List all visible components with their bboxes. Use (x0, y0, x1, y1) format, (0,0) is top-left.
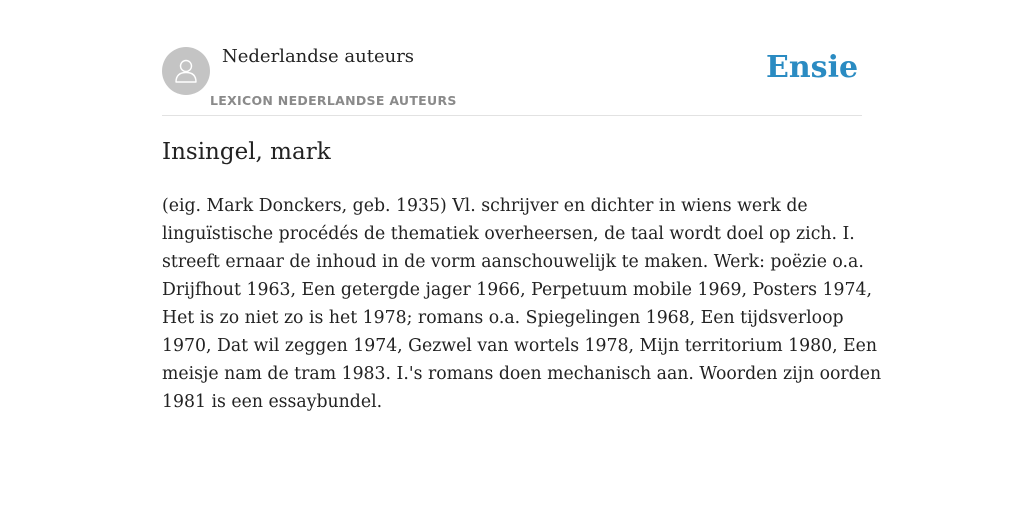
lexicon-subtitle[interactable]: LEXICON NEDERLANDSE AUTEURS (210, 93, 457, 108)
body-line: meisje nam de tram 1983. I.'s romans doen mechanisch aan. Woorden zijn oorden (162, 364, 882, 384)
author-name[interactable]: Nederlandse auteurs (222, 46, 415, 67)
body-line: linguïstische procédés de thematiek overheersen, de taal wordt doel op zich. I. (162, 224, 855, 244)
body-line: Drijfhout 1963, Een getergde jager 1966, Perpetuum mobile 1969, Posters 1974, (162, 280, 872, 300)
body-line: (eig. Mark Donckers, geb. 1935) Vl. schrijver en dichter in wiens werk de (162, 196, 808, 216)
body-line: Het is zo niet zo is het 1978; romans o.a. Spiegelingen 1968, Een tijdsverloop (162, 308, 844, 328)
body-line: 1970, Dat wil zeggen 1974, Gezwel van wortels 1978, Mijn territorium 1980, Een (162, 336, 878, 356)
body-line: 1981 is een essaybundel. (162, 392, 383, 412)
header-divider (162, 115, 862, 116)
brand-logo[interactable]: Ensie (766, 50, 859, 85)
entry-title: Insingel, mark (162, 139, 331, 165)
user-icon (171, 56, 201, 86)
body-line: streeft ernaar de inhoud in de vorm aanschouwelijk te maken. Werk: poëzie o.a. (162, 252, 864, 272)
entry-body (162, 192, 882, 416)
avatar[interactable] (162, 47, 210, 95)
